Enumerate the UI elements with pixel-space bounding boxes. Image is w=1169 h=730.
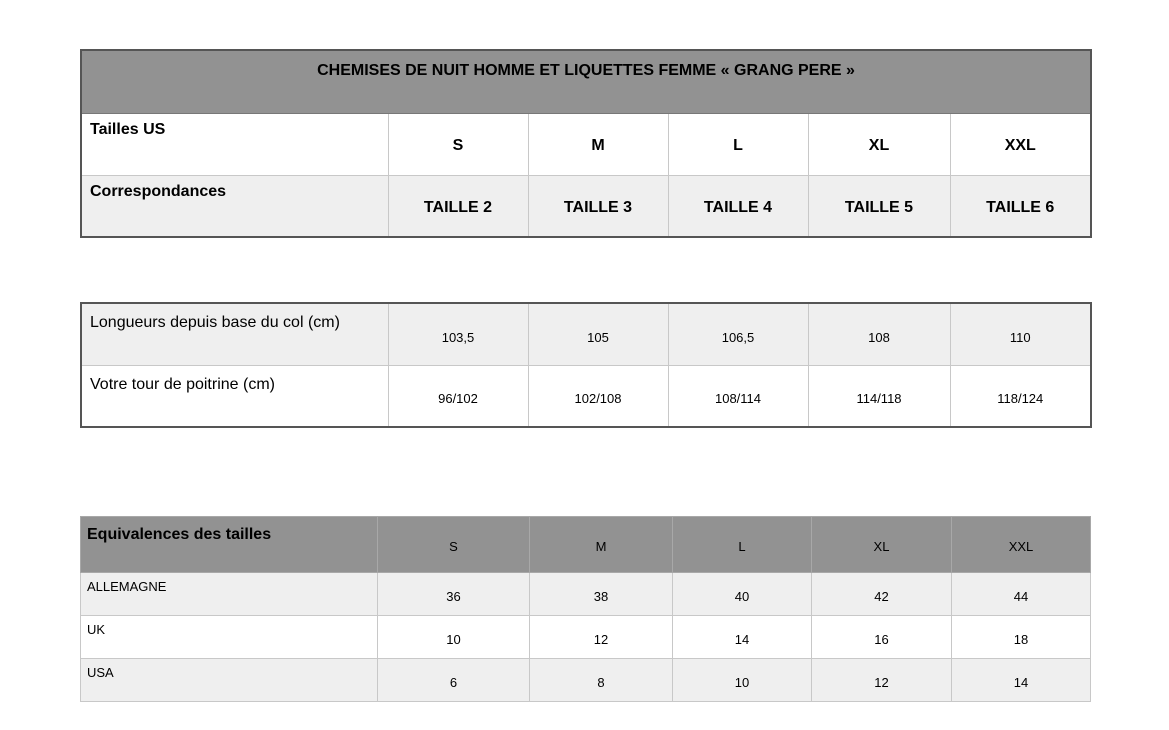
- column-header: L: [673, 517, 812, 573]
- table-cell: 18: [952, 616, 1091, 659]
- table-cell: 106,5: [668, 303, 808, 365]
- table-cell: XL: [808, 113, 950, 175]
- column-header: Equivalences des tailles: [81, 517, 378, 573]
- row-label: UK: [81, 616, 378, 659]
- table-cell: 40: [673, 573, 812, 616]
- table-cell: 96/102: [388, 365, 528, 427]
- table-cell: 42: [812, 573, 952, 616]
- size-table-main: [80, 49, 1092, 238]
- table-cell: 36: [378, 573, 530, 616]
- table-cell: 102/108: [528, 365, 668, 427]
- row-label: Tailles US: [81, 113, 388, 175]
- table-cell: TAILLE 6: [950, 175, 1091, 237]
- table-cell: 12: [530, 616, 673, 659]
- table-cell: 16: [812, 616, 952, 659]
- table-cell: L: [668, 113, 808, 175]
- table-cell: TAILLE 3: [528, 175, 668, 237]
- row-label: USA: [81, 659, 378, 702]
- table-cell: 114/118: [808, 365, 950, 427]
- row-label: Correspondances: [81, 175, 388, 237]
- column-header: M: [530, 517, 673, 573]
- table-cell: S: [388, 113, 528, 175]
- table-cell: M: [528, 113, 668, 175]
- table-cell: 110: [950, 303, 1091, 365]
- table-cell: 14: [952, 659, 1091, 702]
- table-cell: 44: [952, 573, 1091, 616]
- table-cell: XXL: [950, 113, 1091, 175]
- table-row-correspondances: [81, 175, 1091, 237]
- table-cell: 6: [378, 659, 530, 702]
- size-equivalence-table: [80, 516, 1091, 702]
- table-cell: 8: [530, 659, 673, 702]
- table-row-us-sizes: [81, 113, 1091, 175]
- column-header: XXL: [952, 517, 1091, 573]
- table-title: CHEMISES DE NUIT HOMME ET LIQUETTES FEMME « GRANG PERE »: [81, 50, 1091, 113]
- measurements-table: [80, 302, 1092, 428]
- table-cell: TAILLE 2: [388, 175, 528, 237]
- column-header: S: [378, 517, 530, 573]
- table-title-row: [81, 50, 1091, 113]
- table-cell: 12: [812, 659, 952, 702]
- table-cell: 108: [808, 303, 950, 365]
- row-label: Longueurs depuis base du col (cm): [81, 303, 388, 365]
- table-row-uk: [81, 616, 1091, 659]
- table-cell: 118/124: [950, 365, 1091, 427]
- table-cell: 108/114: [668, 365, 808, 427]
- table-cell: 38: [530, 573, 673, 616]
- row-label: ALLEMAGNE: [81, 573, 378, 616]
- table-cell: TAILLE 5: [808, 175, 950, 237]
- table-row-length: [81, 303, 1091, 365]
- table-header-row: [81, 517, 1091, 573]
- column-header: XL: [812, 517, 952, 573]
- table-row-germany: [81, 573, 1091, 616]
- table-row-usa: [81, 659, 1091, 702]
- table-cell: 105: [528, 303, 668, 365]
- row-label: Votre tour de poitrine (cm): [81, 365, 388, 427]
- table-row-chest: [81, 365, 1091, 427]
- table-cell: 10: [673, 659, 812, 702]
- table-cell: 10: [378, 616, 530, 659]
- table-cell: 14: [673, 616, 812, 659]
- table-cell: 103,5: [388, 303, 528, 365]
- table-cell: TAILLE 4: [668, 175, 808, 237]
